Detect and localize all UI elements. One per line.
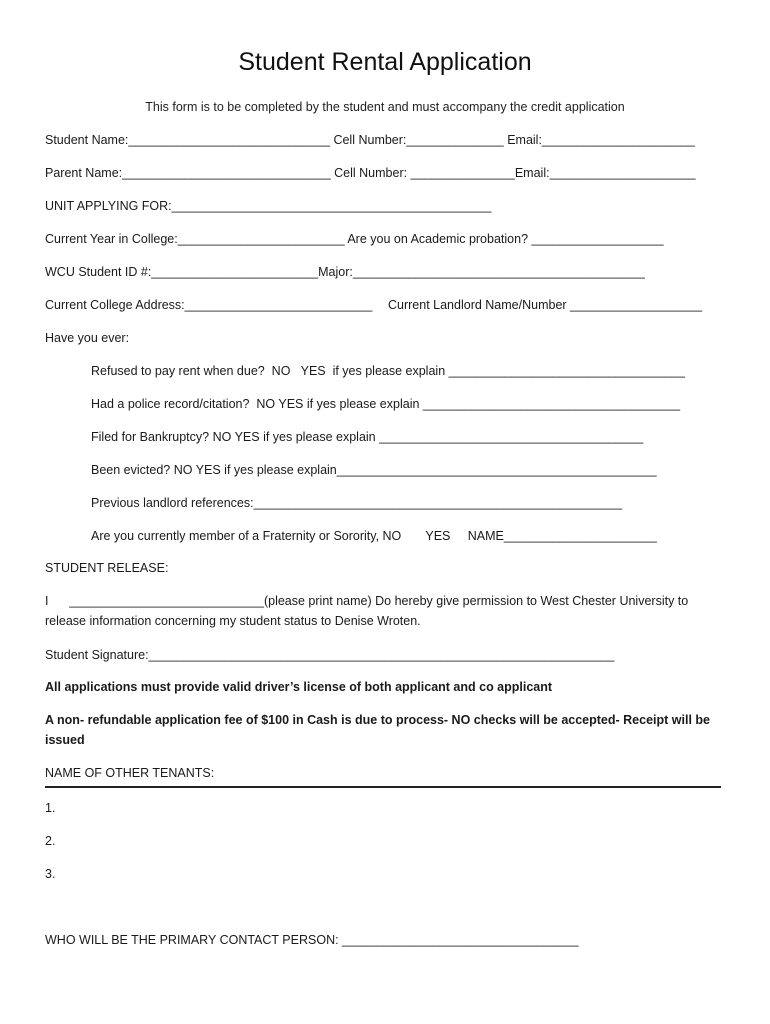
landlord-references-field[interactable]: Previous landlord references:_____________________________________________________ bbox=[91, 496, 623, 510]
current-year-field[interactable]: Current Year in College:________________________ Are you on Academic probation? ___________________ bbox=[45, 232, 664, 246]
wcu-student-id-field[interactable]: WCU Student ID #:________________________Major:__________________________________________ bbox=[45, 265, 645, 279]
release-statement-line1[interactable]: I ____________________________(please print name) Do hereby give permission to West Chester University to bbox=[45, 594, 689, 608]
student-release-heading: STUDENT RELEASE: bbox=[45, 561, 169, 575]
landlord-field[interactable]: Current Landlord Name/Number ___________________ bbox=[388, 298, 703, 312]
refused-rent-question[interactable]: Refused to pay rent when due? NO YES if yes please explain __________________________________ bbox=[91, 364, 685, 378]
tenant-2-field[interactable]: 2. bbox=[45, 834, 56, 848]
primary-contact-field[interactable]: WHO WILL BE THE PRIMARY CONTACT PERSON: __________________________________ bbox=[45, 933, 579, 947]
have-you-ever-label: Have you ever: bbox=[45, 331, 130, 345]
tenant-1-field[interactable]: 1. bbox=[45, 801, 56, 815]
college-address-field[interactable]: Current College Address:___________________________ bbox=[45, 298, 373, 312]
page-title: Student Rental Application bbox=[238, 48, 532, 76]
fee-notice-line2: issued bbox=[45, 733, 85, 747]
evicted-question[interactable]: Been evicted? NO YES if yes please explain______________________________________________ bbox=[91, 463, 657, 477]
unit-applying-field[interactable]: UNIT APPLYING FOR:______________________________________________ bbox=[45, 199, 492, 213]
police-record-question[interactable]: Had a police record/citation? NO YES if yes please explain _____________________________________ bbox=[91, 397, 681, 411]
other-tenants-heading: NAME OF OTHER TENANTS: bbox=[45, 766, 215, 780]
student-signature-field[interactable]: Student Signature:___________________________________________________________________ bbox=[45, 648, 615, 662]
student-name-field[interactable]: Student Name:_____________________________ Cell Number:______________ Email:______________________ bbox=[45, 133, 695, 147]
fee-notice-line1: A non- refundable application fee of $100 in Cash is due to process- NO checks will be accepted- Receipt will be bbox=[45, 713, 710, 727]
bankruptcy-question[interactable]: Filed for Bankruptcy? NO YES if yes please explain ______________________________________ bbox=[91, 430, 644, 444]
tenant-3-field[interactable]: 3. bbox=[45, 867, 56, 881]
page-subtitle: This form is to be completed by the student and must accompany the credit application bbox=[145, 100, 625, 114]
parent-name-field[interactable]: Parent Name:______________________________ Cell Number: _______________Email:_____________________ bbox=[45, 166, 696, 180]
section-divider bbox=[45, 786, 721, 788]
release-statement-line2: release information concerning my student status to Denise Wroten. bbox=[45, 614, 421, 628]
license-notice: All applications must provide valid driver’s license of both applicant and co applicant bbox=[45, 680, 553, 694]
fraternity-question[interactable]: Are you currently member of a Fraternity or Sorority, NO YES NAME______________________ bbox=[91, 529, 657, 543]
